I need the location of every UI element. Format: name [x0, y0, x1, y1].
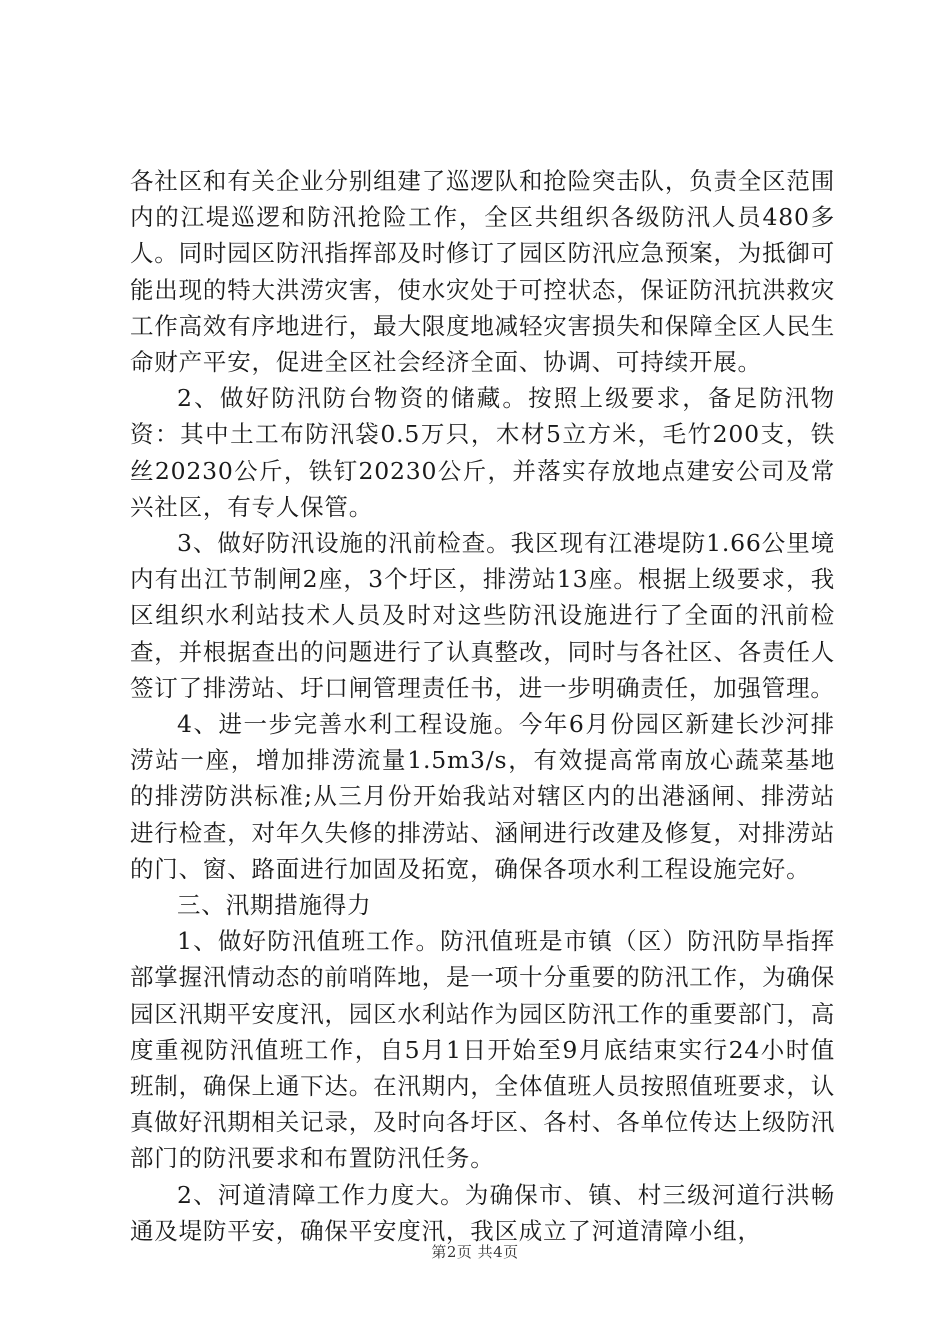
paragraph-item-3-inspection: 3、做好防汛设施的汛前检查。我区现有江港堤防1.66公里境内有出江节制闸2座，3个圩区，排涝站13座。根据上级要求，我区组织水利站技术人员及时对这些防汛设施进行了全面的汛前检查，并根据查出的问题进行了认真整改，同时与各社区、各责任人签订了排涝站、圩口闸管理责任书，进一步明确责任，加强管理。: [130, 529, 835, 702]
paragraph-item-1-duty: 1、做好防汛值班工作。防汛值班是市镇（区）防汛防旱指挥部掌握汛情动态的前哨阵地，是一项十分重要的防汛工作，为确保园区汛期平安度汛，园区水利站作为园区防汛工作的重要部门，高度重视防汛值班工作，自5月1日开始至9月底结束实行24小时值班制，确保上通下达。在汛期内，全体值班人员按照值班要求，认真做好汛期相关记录，及时向各圩区、各村、各单位传达上级防汛部门的防汛要求和布置防汛任务。: [130, 927, 835, 1173]
paragraph-continuation: 各社区和有关企业分别组建了巡逻队和抢险突击队，负责全区范围内的江堤巡逻和防汛抢险工作，全区共组织各级防汛人员480多人。同时园区防汛指挥部及时修订了园区防汛应急预案，为抵御可能出现的特大洪涝灾害，使水灾处于可控状态，保证防汛抗洪救灾工作高效有序地进行，最大限度地减轻灾害损失和保障全区人民生命财产平安，促进全区社会经济全面、协调、可持续开展。: [130, 167, 835, 377]
page-footer: 第2页 共4页: [431, 1243, 519, 1261]
paragraph-item-4-facilities: 4、进一步完善水利工程设施。今年6月份园区新建长沙河排涝站一座，增加排涝流量1.5m3/s，有效提高常南放心蔬菜基地的排涝防洪标准;从三月份开始我站对辖区内的出港涵闸、排涝站进行检查，对年久失修的排涝站、涵闸进行改建及修复，对排涝站的门、窗、路面进行加固及拓宽，确保各项水利工程设施完好。: [130, 710, 835, 883]
document-body: [130, 163, 835, 1249]
section-heading: 三、汛期措施得力: [177, 891, 372, 920]
paragraph-item-2-river: 2、河道清障工作力度大。为确保市、镇、村三级河道行洪畅通及堤防平安，确保平安度汛，我区成立了河道清障小组，: [130, 1180, 835, 1245]
paragraph-item-2-materials: 2、做好防汛防台物资的储藏。按照上级要求，备足防汛物资：其中土工布防汛袋0.5万只，木材5立方米，毛竹200支，铁丝20230公斤，铁钉20230公斤，并落实存放地点建安公司及常兴社区，有专人保管。: [130, 384, 835, 521]
